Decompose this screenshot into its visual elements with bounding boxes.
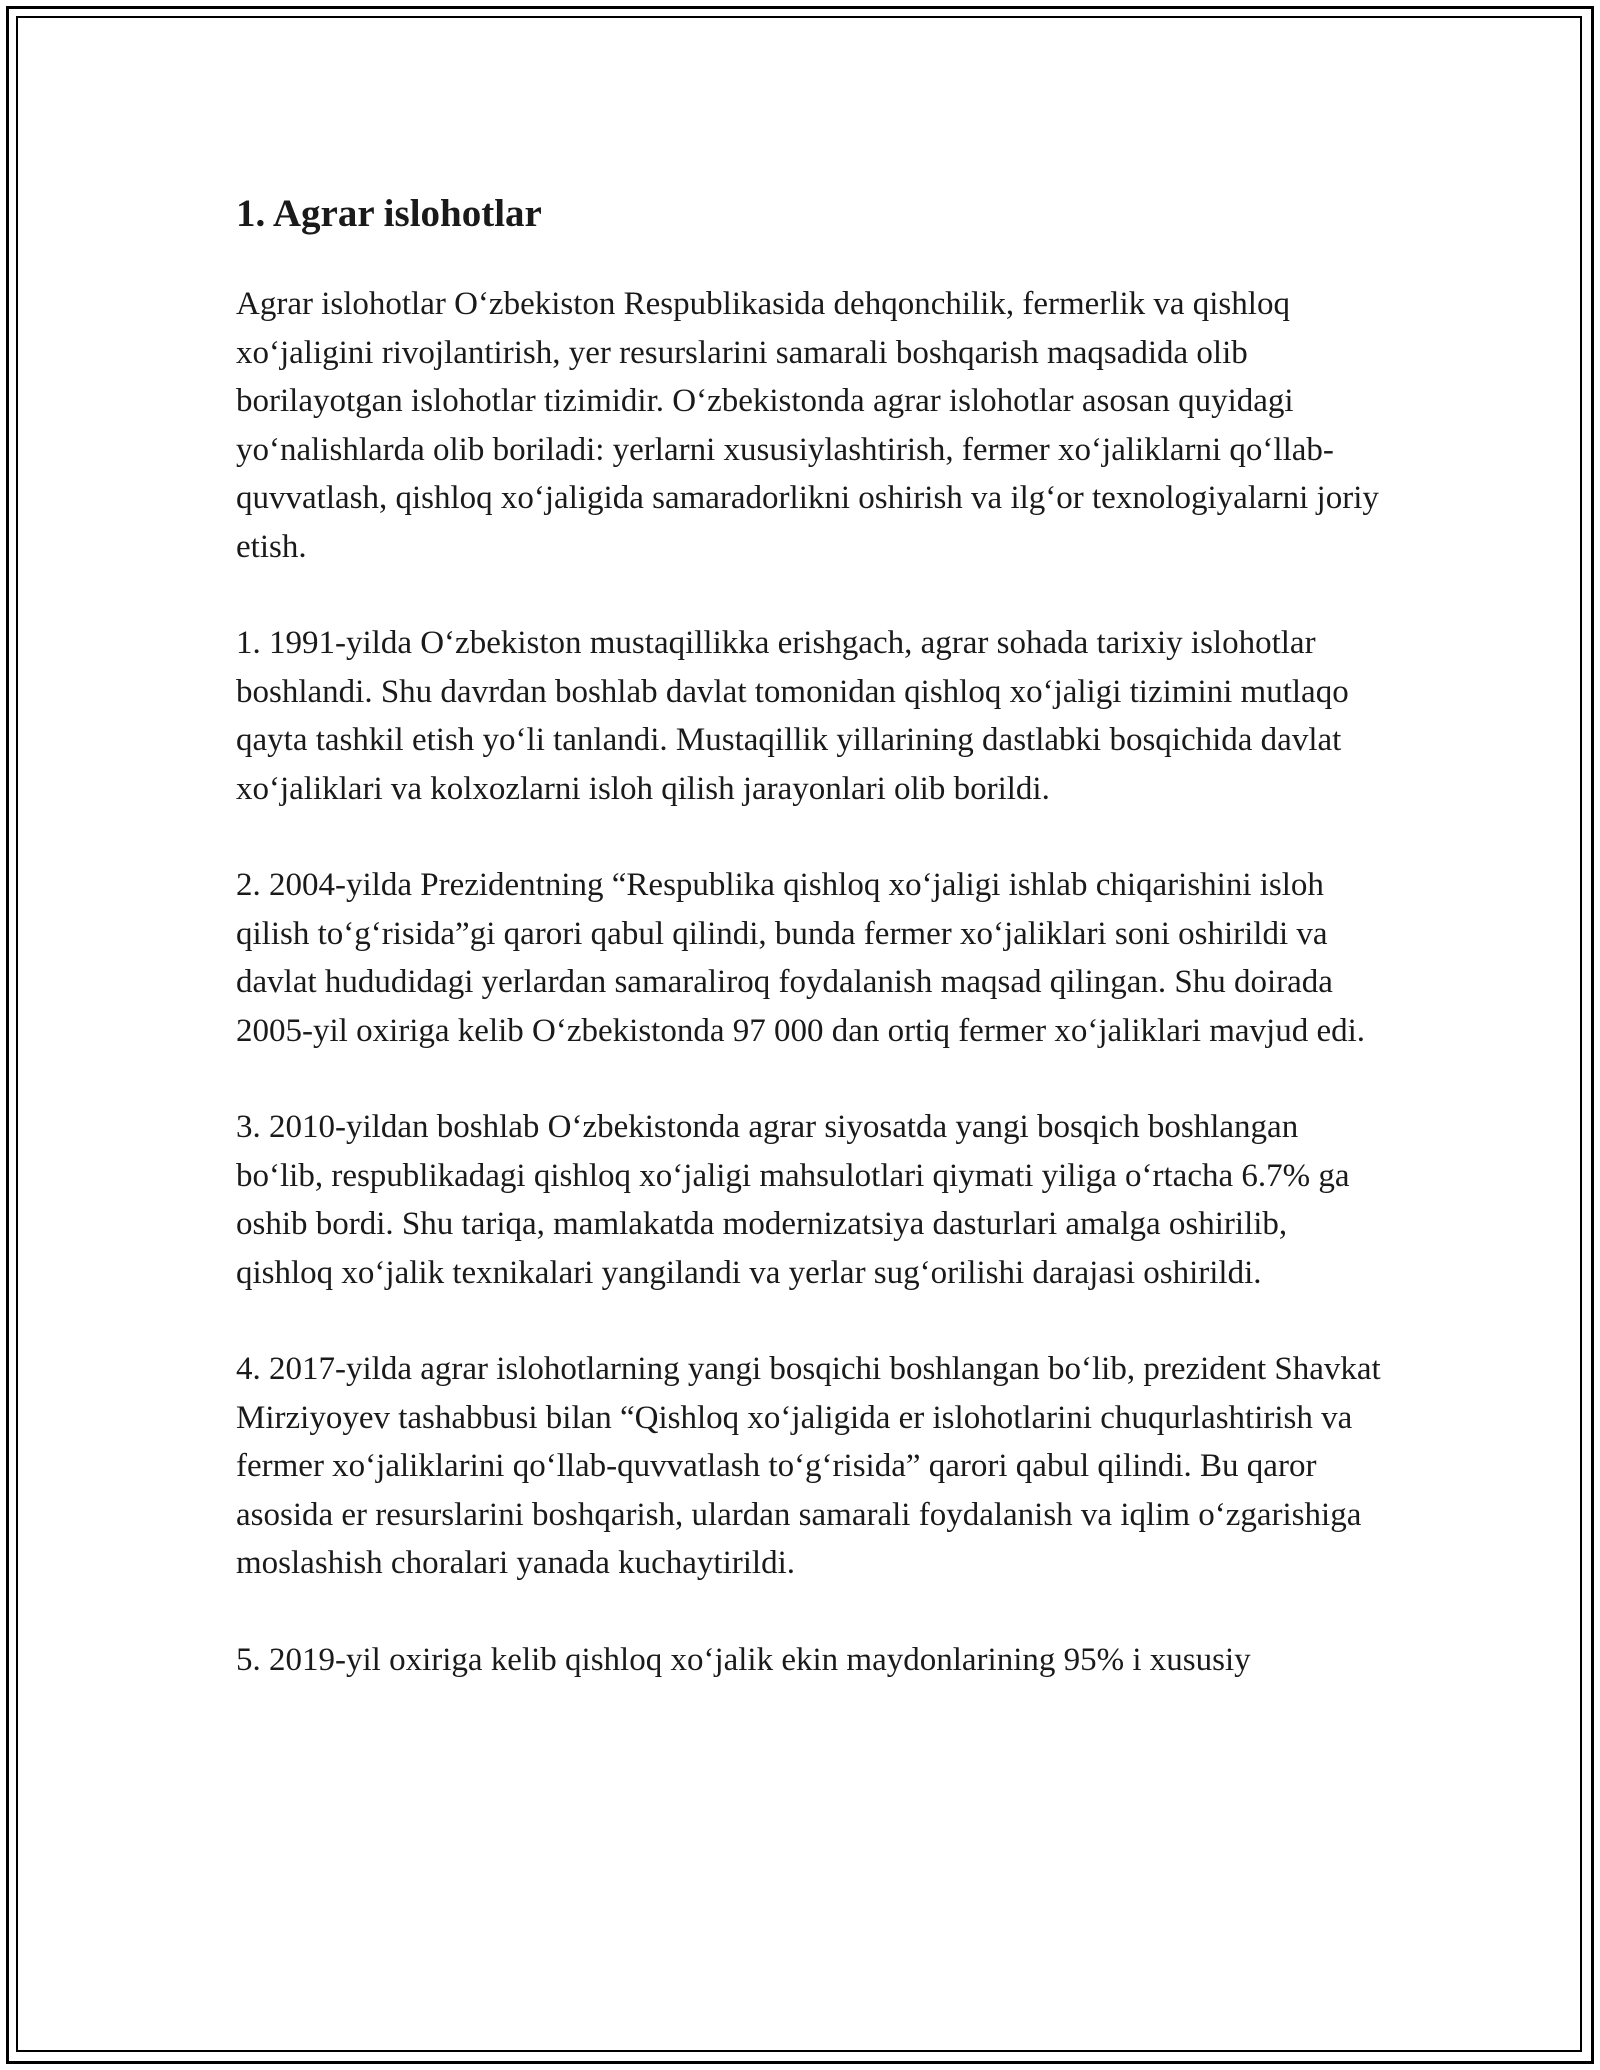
- paragraph-2019: 5. 2019-yil oxiriga kelib qishloq xo‘jalik ekin maydonlarining 95% i xususiy: [236, 1641, 1251, 1678]
- paragraph-2010: 3. 2010-yildan boshlab O‘zbekistonda agrar siyosatda yangi bosqich boshlangan bo‘lib, respublikadagi qishloq xo‘jaligi mahsulotlari qiymati yiliga o‘rtacha 6.7% ga oshib bordi. Shu tariqa, mamlakatda modernizatsiya dasturlari amalga oshirilib, qishloq xo‘jalik texnikalari yangilandi va yerlar sug‘orilishi darajasi oshirildi.: [236, 1109, 1350, 1291]
- section-heading: 1. Agrar islohotlar: [236, 192, 542, 235]
- document-body: [236, 180, 1386, 1732]
- paragraph-2004: 2. 2004-yilda Prezidentning “Respublika qishloq xo‘jaligi ishlab chiqarishini isloh qilish to‘g‘risida”gi qarori qabul qilindi, bunda fermer xo‘jaliklari soni oshirildi va davlat hududidagi yerlardan samaraliroq foydalanish maqsad qilingan. Shu doirada 2005-yil oxiriga kelib O‘zbekistonda 97 000 dan ortiq fermer xo‘jaliklari mavjud edi.: [236, 867, 1366, 1049]
- paragraph-1991: 1. 1991-yilda O‘zbekiston mustaqillikka erishgach, agrar sohada tarixiy islohotlar boshlandi. Shu davrdan boshlab davlat tomonidan qishloq xo‘jaligi tizimini mutlaqo qayta tashkil etish yo‘li tanlandi. Mustaqillik yillarining dastlabki bosqichida davlat xo‘jaliklari va kolxozlarni isloh qilish jarayonlari olib borildi.: [236, 625, 1349, 807]
- paragraph-2017: 4. 2017-yilda agrar islohotlarning yangi bosqichi boshlangan bo‘lib, prezident Shavkat Mirziyoyev tashabbusi bilan “Qishloq xo‘jaligida er islohotlarini chuqurlashtirish va fermer xo‘jaliklarini qo‘llab-quvvatlash to‘g‘risida” qarori qabul qilindi. Bu qaror asosida er resurslarini boshqarish, ulardan samarali foydalanish va iqlim o‘zgarishiga moslashish choralari yanada kuchaytirildi.: [236, 1351, 1381, 1581]
- intro-paragraph: Agrar islohotlar O‘zbekiston Respublikasida dehqonchilik, fermerlik va qishloq xo‘jaligini rivojlantirish, yer resurslarini samarali boshqarish maqsadida olib borilayotgan islohotlar tizimidir. O‘zbekistonda agrar islohotlar asosan quyidagi yo‘nalishlarda olib boriladi: yerlarni xususiylashtirish, fermer xo‘jaliklarni qo‘llab-quvvatlash, qishloq xo‘jaligida samaradorlikni oshirish va ilg‘or texnologiyalarni joriy etish.: [236, 286, 1379, 565]
